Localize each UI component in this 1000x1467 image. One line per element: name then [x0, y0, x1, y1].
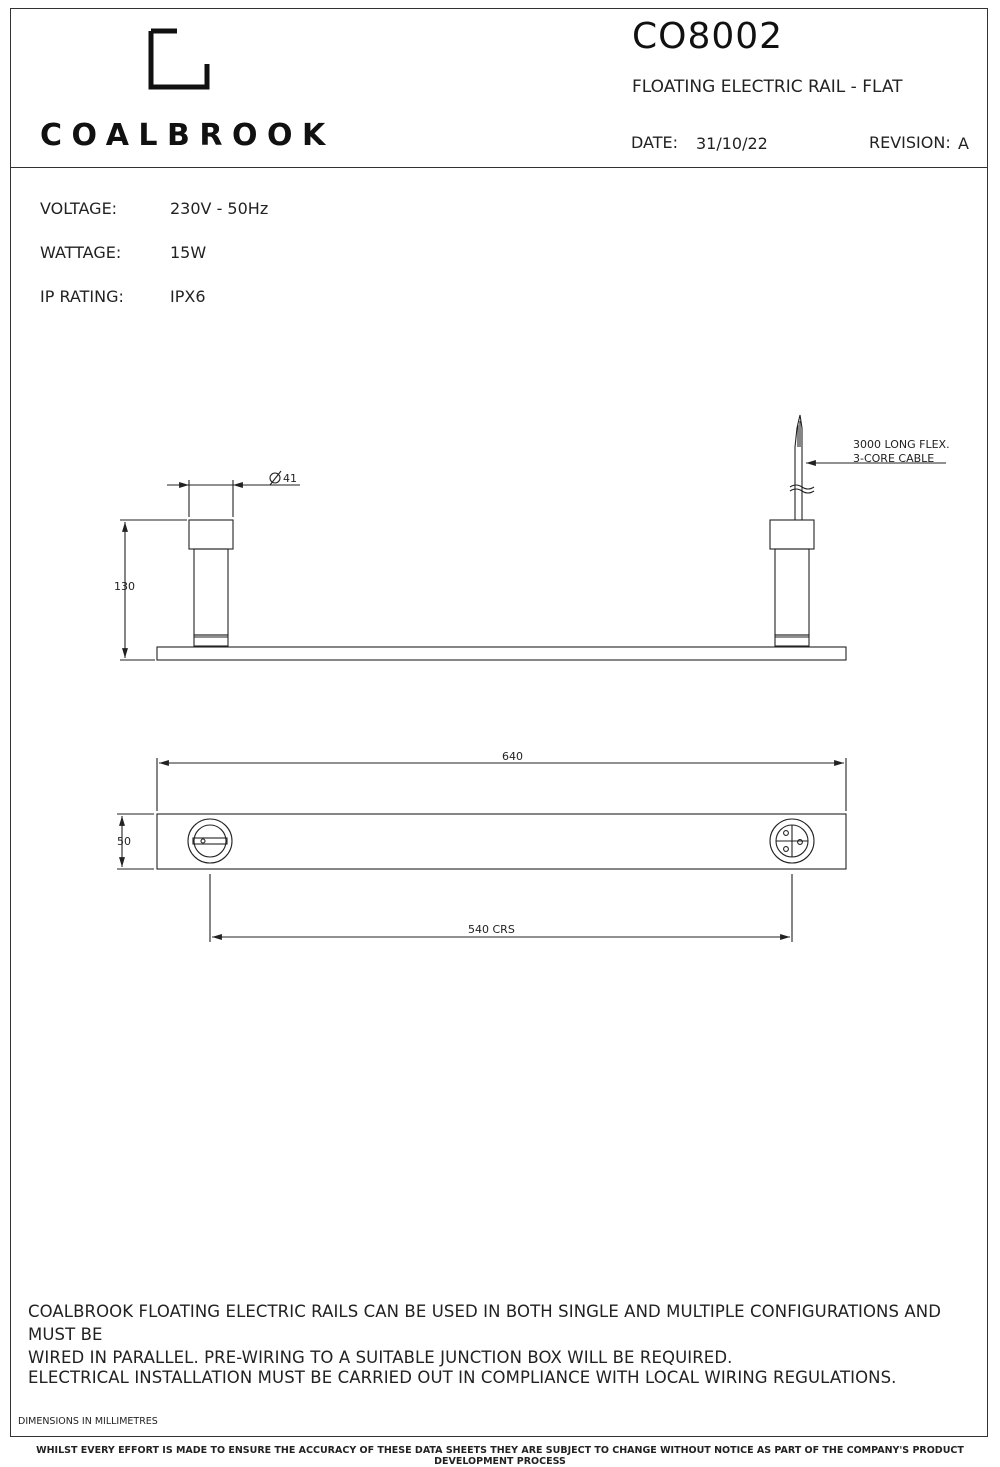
right-post-body — [775, 549, 809, 635]
width-label: 50 — [117, 835, 131, 848]
right-post-cap — [770, 520, 814, 549]
cable-label-line1: 3000 LONG FLEX. — [853, 438, 950, 451]
plan-view — [117, 758, 846, 942]
revision-label: REVISION: — [869, 133, 951, 152]
dimensions-note: DIMENSIONS IN MILLIMETRES — [18, 1416, 158, 1427]
spec-ip-rating-label: IP RATING: — [40, 287, 124, 306]
spec-ip-rating-value: IPX6 — [170, 287, 206, 306]
left-fixing-outer — [188, 819, 232, 863]
product-name: FLOATING ELECTRIC RAIL - FLAT — [632, 77, 903, 97]
spec-wattage-value: 15W — [170, 243, 207, 262]
left-post-body — [194, 549, 228, 635]
product-code: CO8002 — [632, 16, 784, 57]
note-line-1: COALBROOK FLOATING ELECTRIC RAILS CAN BE USED IN BOTH SINGLE AND MULTIPLE CONFIGURATIONS AND MUST BE — [28, 1302, 942, 1344]
installation-note-1 — [28, 1300, 988, 1369]
date-value: 31/10/22 — [696, 134, 768, 153]
diameter-label: 41 — [283, 472, 297, 485]
spec-voltage-value: 230V - 50Hz — [170, 199, 269, 218]
flex-cable — [790, 415, 814, 520]
spec-voltage-label: VOLTAGE: — [40, 199, 118, 218]
disclaimer-footer: WHILST EVERY EFFORT IS MADE TO ENSURE THE ACCURACY OF THESE DATA SHEETS THEY ARE SUBJECT TO CHANGE WITHOUT NOTICE AS PART OF THE COMPANY'S PRODUCT DEVELOPMENT PROCESS — [36, 1445, 964, 1467]
cable-label-line2: 3-CORE CABLE — [853, 452, 935, 465]
note-line-2: WIRED IN PARALLEL. PRE-WIRING TO A SUITABLE JUNCTION BOX WILL BE REQUIRED. — [28, 1348, 733, 1367]
installation-note-2: ELECTRICAL INSTALLATION MUST BE CARRIED OUT IN COMPLIANCE WITH LOCAL WIRING REGULATIONS. — [28, 1368, 897, 1387]
length-label: 640 — [502, 750, 523, 763]
left-post-cap — [189, 520, 233, 549]
centres-label: 540 CRS — [468, 923, 515, 936]
spec-wattage-label: WATTAGE: — [40, 243, 122, 262]
height-label: 130 — [114, 580, 135, 593]
revision-value: A — [958, 134, 969, 153]
plan-rail-bar — [157, 814, 846, 869]
date-label: DATE: — [631, 133, 679, 152]
side-view — [120, 415, 946, 660]
side-rail-bar — [157, 647, 846, 660]
brand-name: COALBROOK — [40, 118, 335, 153]
